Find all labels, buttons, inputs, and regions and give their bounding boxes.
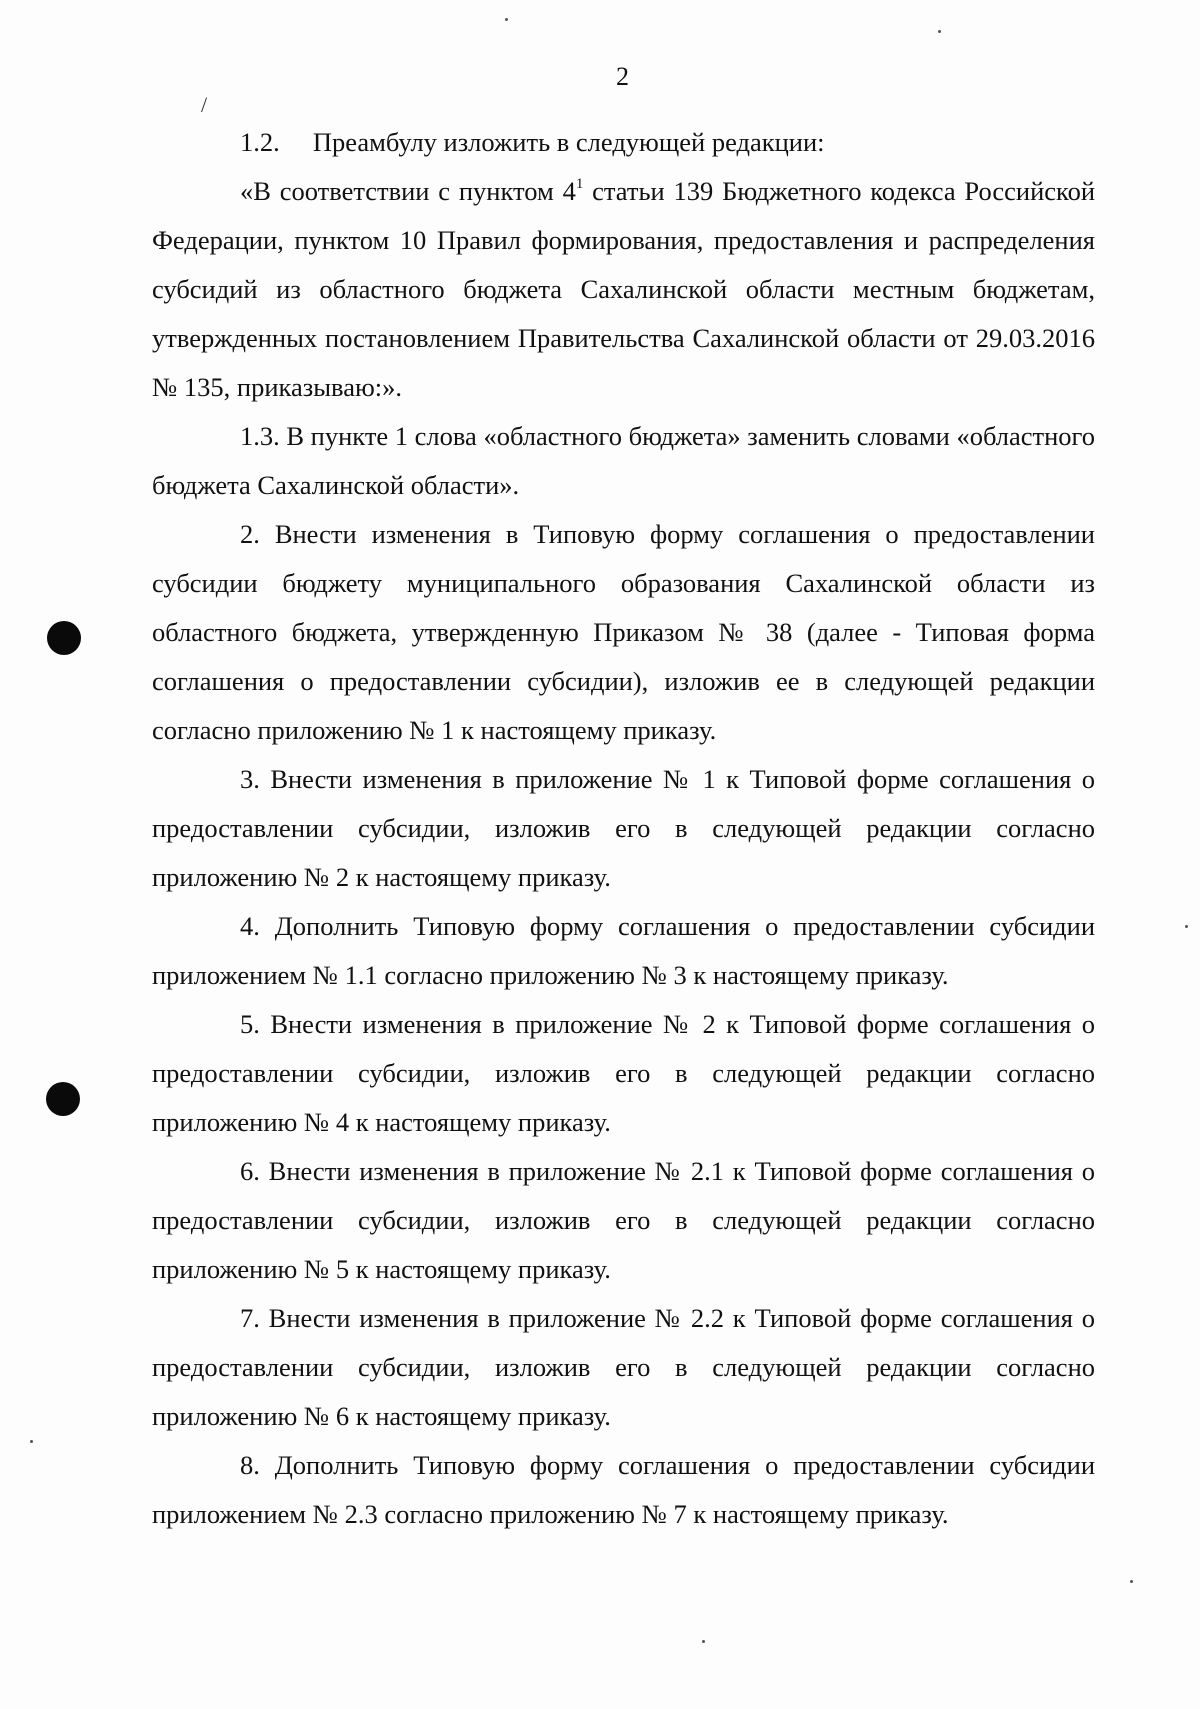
paragraph-4: 4. Дополнить Типовую форму соглашения о предоставлении субсидии приложением № 1.1 согласно приложению № 3 к настоящему приказу.	[152, 911, 1095, 990]
paragraph-1-3: 1.3. В пункте 1 слова «областного бюджета» заменить словами «областного бюджета Сахалинской области».	[152, 421, 1095, 500]
paragraph-8: 8. Дополнить Типовую форму соглашения о предоставлении субсидии приложением № 2.3 согласно приложению № 7 к настоящему приказу.	[152, 1450, 1095, 1529]
document-body	[152, 118, 1095, 1539]
page-number: 2	[616, 62, 629, 91]
scan-speck	[30, 1440, 33, 1443]
scan-speck	[1185, 925, 1188, 928]
paragraph-5: 5. Внести изменения в приложение № 2 к Типовой форме соглашения о предоставлении субсидии, изложив его в следующей редакции согласно приложению № 4 к настоящему приказу.	[152, 1009, 1095, 1137]
scan-speck	[1130, 1580, 1133, 1583]
paragraph-3: 3. Внести изменения в приложение № 1 к Типовой форме соглашения о предоставлении субсидии, изложив его в следующей редакции согласно приложению № 2 к настоящему приказу.	[152, 764, 1095, 892]
preamble-superscript: 1	[575, 176, 584, 192]
scan-speck	[938, 30, 941, 33]
paragraph-7: 7. Внести изменения в приложение № 2.2 к Типовой форме соглашения о предоставлении субсидии, изложив его в следующей редакции согласно приложению № 6 к настоящему приказу.	[152, 1303, 1095, 1431]
paragraph-1-2: 1.2. Преамбулу изложить в следующей редакции:	[240, 127, 825, 157]
preamble-text-start: «В соответствии с пунктом 4	[240, 176, 576, 206]
scan-speck	[702, 1640, 705, 1643]
scan-speck	[505, 18, 508, 21]
punch-hole-bottom	[46, 1082, 80, 1116]
paragraph-preamble	[152, 167, 1095, 412]
preamble-text-end: статьи 139 Бюджетного кодекса Российской Федерации, пунктом 10 Правил формирования, предоставления и распределения субсидий из областного бюджета Сахалинской области местным бюджетам, утвержденных постановлением Правительства Сахалинской области от 29.03.2016 № 135, приказываю:».	[152, 176, 1096, 402]
paragraph-6: 6. Внести изменения в приложение № 2.1 к Типовой форме соглашения о предоставлении субсидии, изложив его в следующей редакции согласно приложению № 5 к настоящему приказу.	[152, 1156, 1095, 1284]
paragraph-2: 2. Внести изменения в Типовую форму соглашения о предоставлении субсидии бюджету муниципального образования Сахалинской области из областного бюджета, утвержденную Приказом № 38 (далее - Типовая форма соглашения о предоставлении субсидии), изложив ее в следующей редакции согласно приложению № 1 к настоящему приказу.	[152, 519, 1095, 745]
punch-hole-top	[47, 621, 81, 655]
stray-pen-mark: /	[201, 92, 208, 117]
